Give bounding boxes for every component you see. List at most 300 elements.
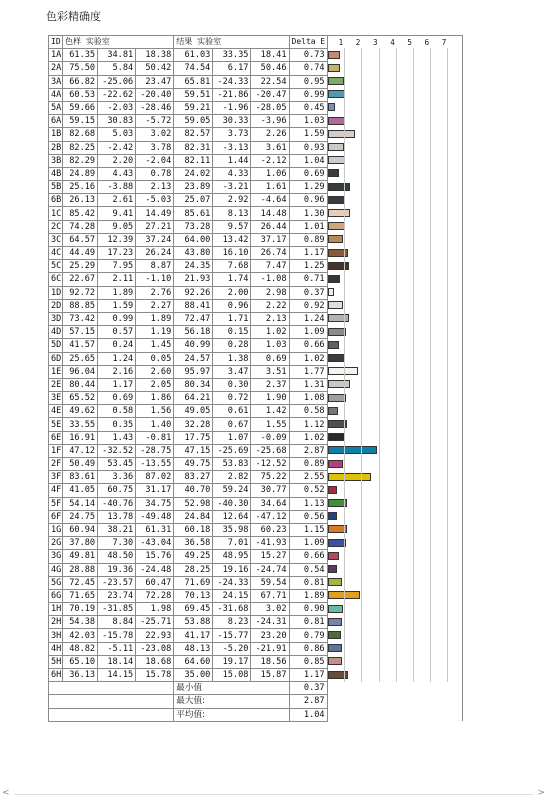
sample-lab-value: -40.76 bbox=[98, 497, 136, 510]
result-lab-value: 82.57 bbox=[174, 128, 213, 141]
row-id: 3F bbox=[49, 471, 63, 484]
sample-lab-value: 0.69 bbox=[98, 392, 136, 405]
sample-lab-value: 53.45 bbox=[98, 458, 136, 471]
delta-e-bar bbox=[328, 235, 343, 243]
result-lab-value: 18.56 bbox=[251, 655, 289, 668]
sample-lab-value: 85.42 bbox=[63, 207, 98, 220]
delta-e-bar bbox=[328, 486, 337, 494]
result-lab-value: 6.17 bbox=[213, 62, 251, 75]
sample-lab-value: 72.45 bbox=[63, 576, 98, 589]
delta-e-bar bbox=[328, 130, 355, 138]
delta-e-bar bbox=[328, 156, 346, 164]
result-lab-value: 24.02 bbox=[174, 167, 213, 180]
delta-e-value: 0.81 bbox=[289, 616, 327, 629]
result-lab-value: 0.30 bbox=[213, 378, 251, 391]
sample-lab-value: 2.60 bbox=[136, 365, 174, 378]
result-lab-value: 1.71 bbox=[213, 312, 251, 325]
sample-lab-value: 3.78 bbox=[136, 141, 174, 154]
result-lab-value: 1.03 bbox=[251, 339, 289, 352]
row-id: 5F bbox=[49, 497, 63, 510]
result-lab-value: -4.64 bbox=[251, 194, 289, 207]
result-lab-value: 0.67 bbox=[213, 418, 251, 431]
delta-e-bar bbox=[328, 433, 346, 441]
row-id: 4B bbox=[49, 167, 63, 180]
result-lab-value: 83.27 bbox=[174, 471, 213, 484]
sample-lab-value: 61.35 bbox=[63, 49, 98, 62]
row-id: 2D bbox=[49, 299, 63, 312]
result-lab-value: 64.60 bbox=[174, 655, 213, 668]
delta-e-value: 0.66 bbox=[289, 550, 327, 563]
sample-lab-value: 36.13 bbox=[63, 669, 98, 682]
table-row bbox=[49, 484, 463, 497]
delta-e-value: 1.02 bbox=[289, 431, 327, 444]
table-row bbox=[49, 576, 463, 589]
delta-e-value: 1.59 bbox=[289, 128, 327, 141]
axis-tick-label: 7 bbox=[441, 38, 447, 48]
bar-cell bbox=[327, 326, 462, 339]
result-lab-value: 15.87 bbox=[251, 669, 289, 682]
row-id: 1E bbox=[49, 365, 63, 378]
sample-lab-value: 60.94 bbox=[63, 523, 98, 536]
delta-e-value: 0.89 bbox=[289, 233, 327, 246]
table-row bbox=[49, 655, 463, 668]
result-lab-value: 1.07 bbox=[213, 431, 251, 444]
scroll-right-arrow-icon[interactable]: > bbox=[537, 788, 545, 798]
chart-gridline bbox=[379, 48, 380, 682]
axis-tick-label: 3 bbox=[372, 38, 378, 48]
result-lab-value: 59.21 bbox=[174, 101, 213, 114]
header-result: 结果 实验室 bbox=[174, 36, 289, 49]
sample-lab-value: 42.03 bbox=[63, 629, 98, 642]
sample-lab-value: 54.38 bbox=[63, 616, 98, 629]
sample-lab-value: 18.38 bbox=[136, 49, 174, 62]
table-row bbox=[49, 141, 463, 154]
row-id: 6B bbox=[49, 194, 63, 207]
result-lab-value: 60.18 bbox=[174, 523, 213, 536]
delta-e-bar bbox=[328, 169, 340, 177]
table-row bbox=[49, 88, 463, 101]
delta-e-bar bbox=[328, 407, 338, 415]
table-row bbox=[49, 510, 463, 523]
sample-lab-value: 72.28 bbox=[136, 589, 174, 602]
result-lab-value: 3.61 bbox=[251, 141, 289, 154]
table-row bbox=[49, 431, 463, 444]
bar-cell bbox=[327, 458, 462, 471]
sample-lab-value: 2.27 bbox=[136, 299, 174, 312]
result-lab-value: 49.75 bbox=[174, 458, 213, 471]
result-lab-value: -31.68 bbox=[213, 603, 251, 616]
bar-cell bbox=[327, 247, 462, 260]
sample-lab-value: 54.14 bbox=[63, 497, 98, 510]
bar-cell bbox=[327, 603, 462, 616]
delta-e-value: 1.08 bbox=[289, 392, 327, 405]
result-lab-value: 71.69 bbox=[174, 576, 213, 589]
result-lab-value: 1.55 bbox=[251, 418, 289, 431]
result-lab-value: 61.03 bbox=[174, 49, 213, 62]
horizontal-scrollbar[interactable] bbox=[14, 794, 533, 795]
sample-lab-value: 2.13 bbox=[136, 181, 174, 194]
result-lab-value: 2.26 bbox=[251, 128, 289, 141]
delta-e-bar bbox=[328, 473, 372, 481]
delta-e-bar bbox=[328, 288, 334, 296]
sample-lab-value: 73.42 bbox=[63, 312, 98, 325]
result-lab-value: 0.69 bbox=[251, 352, 289, 365]
sample-lab-value: 7.95 bbox=[98, 260, 136, 273]
delta-e-table bbox=[48, 35, 463, 722]
sample-lab-value: 60.47 bbox=[136, 576, 174, 589]
result-lab-value: 41.17 bbox=[174, 629, 213, 642]
delta-e-value: 1.09 bbox=[289, 537, 327, 550]
table-row bbox=[49, 194, 463, 207]
bar-cell bbox=[327, 497, 462, 510]
sample-lab-value: 16.91 bbox=[63, 431, 98, 444]
result-lab-value: 9.57 bbox=[213, 220, 251, 233]
sample-lab-value: 38.21 bbox=[98, 523, 136, 536]
delta-e-value: 1.29 bbox=[289, 181, 327, 194]
sample-lab-value: 34.81 bbox=[98, 49, 136, 62]
sample-lab-value: -25.06 bbox=[98, 75, 136, 88]
result-lab-value: 53.88 bbox=[174, 616, 213, 629]
sample-lab-value: -2.04 bbox=[136, 154, 174, 167]
sample-lab-value: 1.24 bbox=[98, 352, 136, 365]
sample-lab-value: -43.04 bbox=[136, 537, 174, 550]
table-row bbox=[49, 75, 463, 88]
chart-gridline bbox=[396, 48, 397, 682]
sample-lab-value: -5.72 bbox=[136, 115, 174, 128]
result-lab-value: -24.74 bbox=[251, 563, 289, 576]
delta-e-value: 1.13 bbox=[289, 497, 327, 510]
summary-value: 2.87 bbox=[289, 695, 327, 708]
sample-lab-value: 66.82 bbox=[63, 75, 98, 88]
result-lab-value: 0.72 bbox=[213, 392, 251, 405]
delta-e-bar bbox=[328, 77, 344, 85]
result-lab-value: 26.44 bbox=[251, 220, 289, 233]
sample-lab-value: 1.56 bbox=[136, 405, 174, 418]
delta-e-value: 1.03 bbox=[289, 115, 327, 128]
sample-lab-value: 48.82 bbox=[63, 642, 98, 655]
row-id: 3H bbox=[49, 629, 63, 642]
delta-e-value: 1.31 bbox=[289, 378, 327, 391]
sample-lab-value: -2.03 bbox=[98, 101, 136, 114]
sample-lab-value: 75.50 bbox=[63, 62, 98, 75]
result-lab-value: 65.81 bbox=[174, 75, 213, 88]
chart-gridline bbox=[344, 48, 345, 682]
delta-e-value: 0.96 bbox=[289, 194, 327, 207]
delta-e-bar bbox=[328, 367, 358, 375]
table-row bbox=[49, 326, 463, 339]
chart-gridline bbox=[447, 48, 448, 682]
sample-lab-value: 9.05 bbox=[98, 220, 136, 233]
sample-lab-value: 1.86 bbox=[136, 392, 174, 405]
row-id: 2G bbox=[49, 537, 63, 550]
result-lab-value: 2.82 bbox=[213, 471, 251, 484]
row-id: 4C bbox=[49, 247, 63, 260]
sample-lab-value: -24.48 bbox=[136, 563, 174, 576]
delta-e-bar bbox=[328, 103, 336, 111]
table-row bbox=[49, 207, 463, 220]
result-lab-value: 2.00 bbox=[213, 286, 251, 299]
result-lab-value: 50.46 bbox=[251, 62, 289, 75]
delta-e-bar bbox=[328, 51, 341, 59]
sample-lab-value: 83.61 bbox=[63, 471, 98, 484]
sample-lab-value: 26.24 bbox=[136, 247, 174, 260]
table-row bbox=[49, 418, 463, 431]
delta-e-value: 1.30 bbox=[289, 207, 327, 220]
sample-lab-value: -2.42 bbox=[98, 141, 136, 154]
row-id: 3A bbox=[49, 75, 63, 88]
result-lab-value: 23.89 bbox=[174, 181, 213, 194]
sample-lab-value: 59.66 bbox=[63, 101, 98, 114]
result-lab-value: 0.96 bbox=[213, 299, 251, 312]
sample-lab-value: 2.16 bbox=[98, 365, 136, 378]
row-id: 3E bbox=[49, 392, 63, 405]
table-row bbox=[49, 603, 463, 616]
sample-lab-value: 0.57 bbox=[98, 326, 136, 339]
result-lab-value: -24.31 bbox=[251, 616, 289, 629]
result-lab-value: 36.58 bbox=[174, 537, 213, 550]
row-id: 6E bbox=[49, 431, 63, 444]
table-row bbox=[49, 286, 463, 299]
row-id: 4H bbox=[49, 642, 63, 655]
table-row bbox=[49, 299, 463, 312]
table-row bbox=[49, 260, 463, 273]
result-lab-value: -3.96 bbox=[251, 115, 289, 128]
axis-tick-label: 6 bbox=[424, 38, 430, 48]
row-id: 1F bbox=[49, 444, 63, 457]
result-lab-value: -12.52 bbox=[251, 458, 289, 471]
delta-e-value: 0.92 bbox=[289, 299, 327, 312]
result-lab-value: 22.54 bbox=[251, 75, 289, 88]
delta-e-value: 0.85 bbox=[289, 655, 327, 668]
table-row bbox=[49, 444, 463, 457]
sample-lab-value: 8.84 bbox=[98, 616, 136, 629]
row-id: 5G bbox=[49, 576, 63, 589]
bar-cell bbox=[327, 88, 462, 101]
table-row bbox=[49, 669, 463, 682]
header-sample: 色样 实验室 bbox=[63, 36, 174, 49]
summary-row bbox=[49, 682, 463, 695]
result-lab-value: 1.02 bbox=[251, 326, 289, 339]
summary-label: 平均值: bbox=[174, 708, 289, 721]
delta-e-bar bbox=[328, 314, 349, 322]
bar-cell bbox=[327, 444, 462, 457]
header-id: ID bbox=[49, 36, 63, 49]
result-lab-value: 85.61 bbox=[174, 207, 213, 220]
bar-cell bbox=[327, 339, 462, 352]
result-lab-value: -3.21 bbox=[213, 181, 251, 194]
chart-axis bbox=[327, 36, 462, 49]
delta-e-bar bbox=[328, 64, 341, 72]
result-lab-value: -24.33 bbox=[213, 576, 251, 589]
table-row bbox=[49, 629, 463, 642]
sample-lab-value: 7.30 bbox=[98, 537, 136, 550]
result-lab-value: -0.09 bbox=[251, 431, 289, 444]
row-id: 6D bbox=[49, 352, 63, 365]
table-row bbox=[49, 405, 463, 418]
row-id: 1G bbox=[49, 523, 63, 536]
result-lab-value: 59.54 bbox=[251, 576, 289, 589]
row-id: 1D bbox=[49, 286, 63, 299]
result-lab-value: 49.05 bbox=[174, 405, 213, 418]
sample-lab-value: 24.89 bbox=[63, 167, 98, 180]
row-id: 2E bbox=[49, 378, 63, 391]
data-grid bbox=[48, 35, 463, 722]
table-row bbox=[49, 378, 463, 391]
table-row bbox=[49, 616, 463, 629]
result-lab-value: 19.17 bbox=[213, 655, 251, 668]
result-lab-value: 0.61 bbox=[213, 405, 251, 418]
result-lab-value: 64.00 bbox=[174, 233, 213, 246]
sample-lab-value: 5.84 bbox=[98, 62, 136, 75]
bar-cell bbox=[327, 312, 462, 325]
bar-cell bbox=[327, 49, 462, 62]
delta-e-value: 0.69 bbox=[289, 167, 327, 180]
bar-cell bbox=[327, 471, 462, 484]
sample-lab-value: -22.62 bbox=[98, 88, 136, 101]
bar-cell bbox=[327, 260, 462, 273]
sample-lab-value: 0.78 bbox=[136, 167, 174, 180]
bar-cell bbox=[327, 194, 462, 207]
result-lab-value: 64.21 bbox=[174, 392, 213, 405]
delta-e-bar bbox=[328, 618, 342, 626]
delta-e-value: 0.86 bbox=[289, 642, 327, 655]
delta-e-value: 1.89 bbox=[289, 589, 327, 602]
sample-lab-value: -1.10 bbox=[136, 273, 174, 286]
result-lab-value: 18.41 bbox=[251, 49, 289, 62]
result-lab-value: 24.84 bbox=[174, 510, 213, 523]
delta-e-value: 0.66 bbox=[289, 339, 327, 352]
result-lab-value: 17.75 bbox=[174, 431, 213, 444]
result-lab-value: 15.08 bbox=[213, 669, 251, 682]
table-row bbox=[49, 352, 463, 365]
sample-lab-value: 57.15 bbox=[63, 326, 98, 339]
result-lab-value: 4.33 bbox=[213, 167, 251, 180]
sample-lab-value: 70.19 bbox=[63, 603, 98, 616]
delta-e-bar bbox=[328, 605, 343, 613]
result-lab-value: 24.15 bbox=[213, 589, 251, 602]
row-id: 6G bbox=[49, 589, 63, 602]
result-lab-value: 7.47 bbox=[251, 260, 289, 273]
sample-lab-value: 12.39 bbox=[98, 233, 136, 246]
summary-chart-blank bbox=[327, 682, 462, 695]
delta-e-bar bbox=[328, 446, 377, 454]
row-id: 6A bbox=[49, 115, 63, 128]
sample-lab-value: 30.83 bbox=[98, 115, 136, 128]
result-lab-value: 2.22 bbox=[251, 299, 289, 312]
summary-label: 最小值 bbox=[174, 682, 289, 695]
result-lab-value: 37.17 bbox=[251, 233, 289, 246]
bar-cell bbox=[327, 510, 462, 523]
sample-lab-value: -3.88 bbox=[98, 181, 136, 194]
scroll-left-arrow-icon[interactable]: < bbox=[2, 788, 10, 798]
result-lab-value: 73.28 bbox=[174, 220, 213, 233]
delta-e-bar bbox=[328, 301, 344, 309]
result-lab-value: -20.47 bbox=[251, 88, 289, 101]
table-row bbox=[49, 101, 463, 114]
result-lab-value: 53.83 bbox=[213, 458, 251, 471]
table-row bbox=[49, 312, 463, 325]
row-id: 3B bbox=[49, 154, 63, 167]
delta-e-value: 1.25 bbox=[289, 260, 327, 273]
sample-lab-value: 23.74 bbox=[98, 589, 136, 602]
result-lab-value: -40.30 bbox=[213, 497, 251, 510]
result-lab-value: -1.08 bbox=[251, 273, 289, 286]
result-lab-value: -21.86 bbox=[213, 88, 251, 101]
delta-e-bar bbox=[328, 512, 338, 520]
result-lab-value: 21.93 bbox=[174, 273, 213, 286]
sample-lab-value: 48.50 bbox=[98, 550, 136, 563]
result-lab-value: 2.37 bbox=[251, 378, 289, 391]
sample-lab-value: 22.93 bbox=[136, 629, 174, 642]
summary-row bbox=[49, 695, 463, 708]
delta-e-value: 1.17 bbox=[289, 669, 327, 682]
bar-cell bbox=[327, 62, 462, 75]
row-id: 5D bbox=[49, 339, 63, 352]
summary-chart-blank bbox=[327, 708, 462, 721]
result-lab-value: 48.95 bbox=[213, 550, 251, 563]
summary-value: 0.37 bbox=[289, 682, 327, 695]
row-id: 5C bbox=[49, 260, 63, 273]
result-lab-value: 2.98 bbox=[251, 286, 289, 299]
delta-e-value: 0.99 bbox=[289, 88, 327, 101]
bar-cell bbox=[327, 207, 462, 220]
delta-e-value: 2.87 bbox=[289, 444, 327, 457]
delta-e-bar bbox=[328, 117, 346, 125]
row-id: 5B bbox=[49, 181, 63, 194]
sample-lab-value: 14.15 bbox=[98, 669, 136, 682]
bar-cell bbox=[327, 128, 462, 141]
result-lab-value: 16.10 bbox=[213, 247, 251, 260]
bar-cell bbox=[327, 392, 462, 405]
result-lab-value: 2.92 bbox=[213, 194, 251, 207]
result-lab-value: 1.42 bbox=[251, 405, 289, 418]
sample-lab-value: 50.49 bbox=[63, 458, 98, 471]
result-lab-value: -24.33 bbox=[213, 75, 251, 88]
row-id: 5H bbox=[49, 655, 63, 668]
bar-cell bbox=[327, 616, 462, 629]
bar-cell bbox=[327, 365, 462, 378]
delta-e-bar bbox=[328, 143, 344, 151]
result-lab-value: 3.73 bbox=[213, 128, 251, 141]
delta-e-bar bbox=[328, 354, 346, 362]
sample-lab-value: 64.57 bbox=[63, 233, 98, 246]
row-id: 5E bbox=[49, 418, 63, 431]
summary-row bbox=[49, 708, 463, 721]
sample-lab-value: 1.98 bbox=[136, 603, 174, 616]
sample-lab-value: 82.68 bbox=[63, 128, 98, 141]
sample-lab-value: 14.49 bbox=[136, 207, 174, 220]
delta-e-value: 1.17 bbox=[289, 247, 327, 260]
bar-cell bbox=[327, 537, 462, 550]
bar-cell bbox=[327, 589, 462, 602]
result-lab-value: 59.51 bbox=[174, 88, 213, 101]
delta-e-value: 1.12 bbox=[289, 418, 327, 431]
result-lab-value: 80.34 bbox=[174, 378, 213, 391]
table-row bbox=[49, 589, 463, 602]
sample-lab-value: -5.03 bbox=[136, 194, 174, 207]
delta-e-value: 0.52 bbox=[289, 484, 327, 497]
table-row bbox=[49, 273, 463, 286]
result-lab-value: 70.13 bbox=[174, 589, 213, 602]
row-id: 2H bbox=[49, 616, 63, 629]
table-row bbox=[49, 247, 463, 260]
sample-lab-value: 74.28 bbox=[63, 220, 98, 233]
delta-e-bar bbox=[328, 262, 350, 270]
result-lab-value: -2.12 bbox=[251, 154, 289, 167]
sample-lab-value: 27.21 bbox=[136, 220, 174, 233]
axis-tick-label: 2 bbox=[355, 38, 361, 48]
result-lab-value: 7.68 bbox=[213, 260, 251, 273]
